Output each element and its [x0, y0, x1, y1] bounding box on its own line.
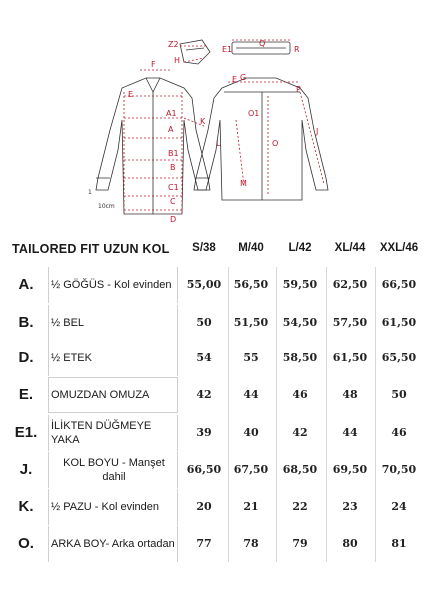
row-value-xl44: 44: [342, 426, 358, 439]
label-b1: B1: [168, 149, 179, 158]
row-value-s38: 55,00: [186, 278, 222, 291]
label-10cm: 10cm: [98, 203, 115, 210]
row-description: ARKA BOY- Arka ortadan: [48, 526, 178, 562]
row-value-m40: 78: [243, 537, 259, 550]
row-value-xxl46: 66,50: [381, 278, 417, 291]
row-value-l42: 54,50: [282, 316, 318, 329]
label-z2: Z2: [168, 40, 179, 49]
table-row-k: [0, 489, 424, 525]
row-letter: K.: [18, 498, 34, 515]
label-a1: A1: [166, 109, 177, 118]
row-value-l42: 46: [292, 388, 308, 401]
row-letter: E1.: [14, 424, 38, 441]
size-header-l42: L/42: [288, 242, 312, 254]
row-value-m40: 56,50: [233, 278, 269, 291]
table-header-row: [0, 238, 424, 260]
row-value-m40: 51,50: [233, 316, 269, 329]
row-value-m40: 40: [243, 426, 259, 439]
row-value-m40: 55: [243, 351, 259, 364]
label-c1: C1: [168, 183, 179, 192]
label-e-front: E: [128, 90, 134, 99]
row-letter: J.: [19, 461, 33, 478]
label-g: G: [240, 73, 247, 82]
label-h: H: [174, 56, 181, 65]
size-header-s38: S/38: [192, 242, 216, 254]
row-value-s38: 42: [196, 388, 212, 401]
row-value-m40: 21: [243, 500, 259, 513]
table-title: TAILORED FIT UZUN KOL: [12, 242, 170, 256]
row-value-xxl46: 70,50: [381, 463, 417, 476]
table-row-e1: [0, 415, 424, 451]
row-value-xl44: 62,50: [332, 278, 368, 291]
table-row-e: [0, 377, 424, 413]
column-divider: [228, 267, 229, 562]
row-letter: D.: [18, 349, 34, 366]
row-letter: O.: [18, 535, 34, 552]
label-e-back: E: [232, 75, 238, 84]
row-value-l42: 42: [292, 426, 308, 439]
row-value-xl44: 23: [342, 500, 358, 513]
row-description: ½ ETEK: [48, 340, 178, 376]
table-row-a: [0, 267, 424, 303]
row-value-l42: 58,50: [282, 351, 318, 364]
column-divider: [375, 267, 376, 562]
row-value-m40: 67,50: [233, 463, 269, 476]
row-value-xxl46: 50: [391, 388, 407, 401]
label-l: L: [216, 139, 221, 148]
row-description: ½ PAZU - Kol evinden: [48, 489, 178, 525]
table-row-o: [0, 526, 424, 562]
label-p: P: [296, 85, 301, 94]
back-shirt: [194, 78, 328, 200]
row-value-s38: 66,50: [186, 463, 222, 476]
row-description: ½ GÖĞÜS - Kol evinden: [48, 267, 178, 303]
row-value-l42: 79: [292, 537, 308, 550]
size-header-xxl46: XXL/46: [379, 242, 419, 254]
size-header-xl44: XL/44: [334, 242, 366, 254]
table-row-j: [0, 452, 424, 488]
label-a: A: [168, 125, 174, 134]
label-j: J: [316, 127, 319, 136]
label-b: B: [170, 163, 176, 172]
table-row-b: [0, 305, 424, 341]
row-description: OMUZDAN OMUZA: [48, 377, 178, 413]
row-description: KOL BOYU - Manşet dahil: [48, 452, 178, 488]
label-r-collar: Q: [259, 39, 266, 48]
row-letter: B.: [18, 314, 34, 331]
row-value-xxl46: 65,50: [381, 351, 417, 364]
label-r: R: [294, 45, 300, 54]
label-o: O: [272, 139, 279, 148]
row-letter: E.: [18, 386, 34, 403]
row-description: ½ BEL: [48, 305, 178, 341]
row-value-l42: 22: [292, 500, 308, 513]
label-o1: O1: [248, 109, 260, 118]
row-value-xl44: 57,50: [332, 316, 368, 329]
row-value-xl44: 69,50: [332, 463, 368, 476]
row-value-s38: 54: [196, 351, 212, 364]
row-value-l42: 59,50: [282, 278, 318, 291]
column-divider: [276, 267, 277, 562]
row-value-xxl46: 24: [391, 500, 407, 513]
label-d: D: [170, 215, 177, 224]
label-one: 1: [88, 189, 92, 196]
row-value-xxl46: 61,50: [381, 316, 417, 329]
row-value-m40: 44: [243, 388, 259, 401]
row-letter: A.: [18, 276, 34, 293]
label-k: K: [200, 117, 206, 126]
row-value-xl44: 80: [342, 537, 358, 550]
label-e1: E1: [222, 45, 233, 54]
row-value-xxl46: 46: [391, 426, 407, 439]
row-value-s38: 50: [196, 316, 212, 329]
row-value-xl44: 48: [342, 388, 358, 401]
row-value-l42: 68,50: [282, 463, 318, 476]
table-row-d: [0, 340, 424, 376]
size-header-m40: M/40: [238, 242, 264, 254]
row-value-s38: 39: [196, 426, 212, 439]
label-f: F: [151, 60, 156, 69]
row-value-s38: 77: [196, 537, 212, 550]
row-description: İLİKTEN DÜĞMEYE YAKA: [48, 415, 178, 451]
front-collar-detail: [180, 40, 210, 64]
garment-measurement-diagram: [0, 0, 424, 232]
label-c: C: [170, 197, 176, 206]
front-shirt: [96, 78, 210, 214]
row-value-xxl46: 81: [391, 537, 407, 550]
row-value-s38: 20: [196, 500, 212, 513]
row-value-xl44: 61,50: [332, 351, 368, 364]
label-m: M: [240, 179, 247, 188]
column-divider: [326, 267, 327, 562]
